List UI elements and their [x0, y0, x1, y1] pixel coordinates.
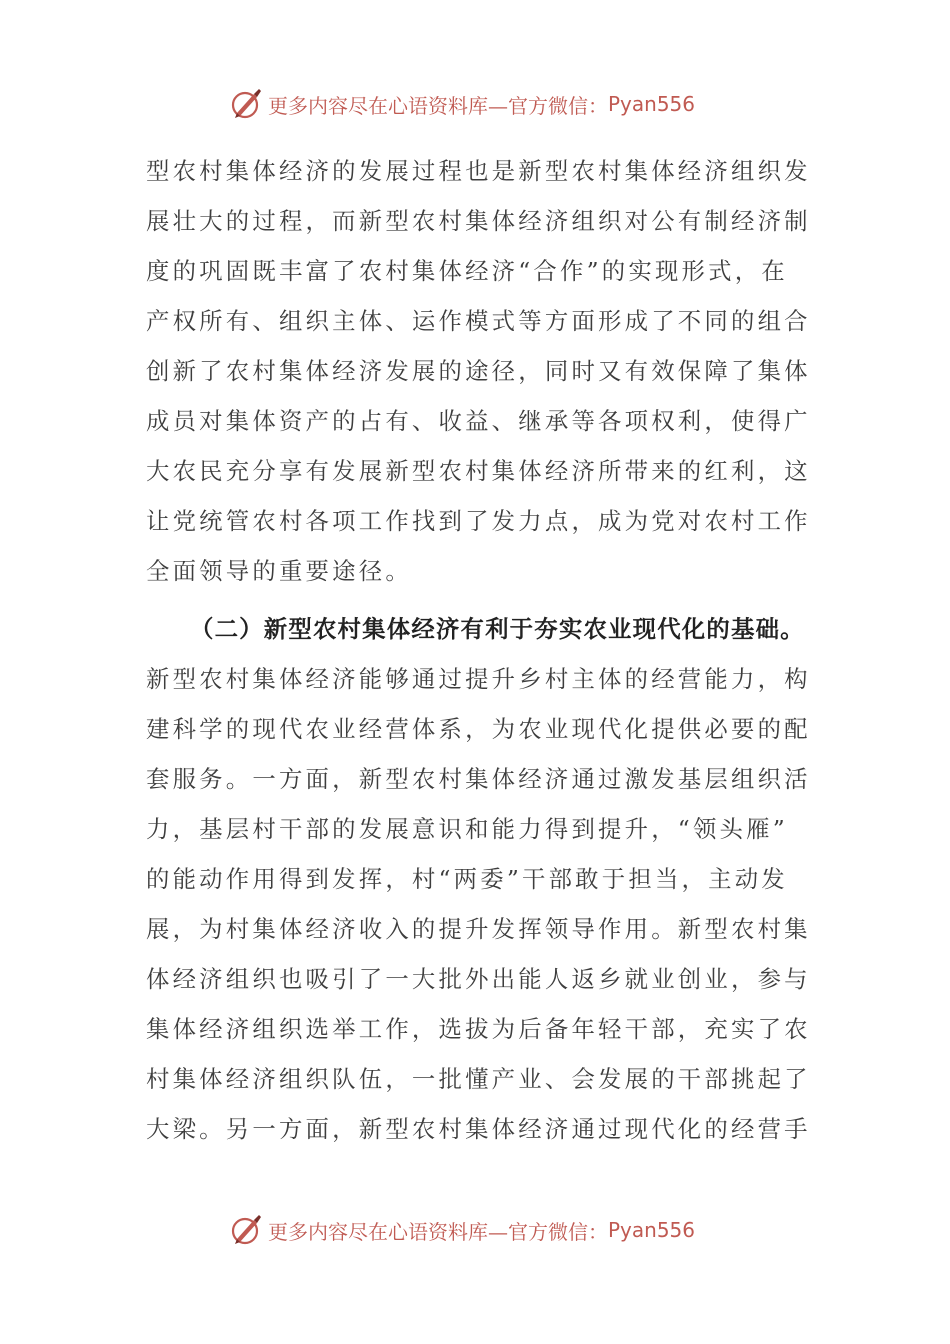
watermark-wechat-id: Pyan556 — [608, 92, 696, 116]
text-line: 型农村集体经济的发展过程也是新型农村集体经济组织发 — [146, 157, 811, 185]
text-line: 村集体经济组织队伍，一批懂产业、会发展的干部挑起了 — [146, 1065, 811, 1093]
text-line: 产权所有、组织主体、运作模式等方面形成了不同的组合 — [146, 307, 811, 335]
watermark-text: 更多内容尽在心语资料库—官方微信： — [268, 93, 608, 118]
watermark-text: 更多内容尽在心语资料库—官方微信： — [268, 1219, 608, 1244]
text-line: 展壮大的过程，而新型农村集体经济组织对公有制经济制 — [146, 207, 811, 235]
text-line: 集体经济组织选举工作，选拔为后备年轻干部，充实了农 — [146, 1015, 811, 1043]
text-line: 力，基层村干部的发展意识和能力得到提升，“领头雁” — [146, 815, 788, 843]
text-line: 展，为村集体经济收入的提升发挥领导作用。新型农村集 — [146, 915, 811, 943]
text-line: 全面领导的重要途径。 — [146, 557, 412, 585]
paragraph-2 — [146, 654, 811, 1154]
text-line: 度的巩固既丰富了农村集体经济“合作”的实现形式，在 — [146, 257, 788, 285]
watermark-wechat-id: Pyan556 — [608, 1218, 696, 1242]
text-line: 套服务。一方面，新型农村集体经济通过激发基层组织活 — [146, 765, 811, 793]
header-watermark — [228, 84, 695, 124]
text-line: 创新了农村集体经济发展的途径，同时又有效保障了集体 — [146, 357, 811, 385]
document-body — [146, 146, 811, 1154]
text-line: 建科学的现代农业经营体系，为农业现代化提供必要的配 — [146, 715, 811, 743]
text-line: 新型农村集体经济能够通过提升乡村主体的经营能力，构 — [146, 665, 811, 693]
text-line: 让党统管农村各项工作找到了发力点，成为党对农村工作 — [146, 507, 811, 535]
section-heading: （二）新型农村集体经济有利于夯实农业现代化的基础。 — [190, 615, 805, 643]
pen-logo-icon — [228, 86, 264, 122]
text-line: 体经济组织也吸引了一大批外出能人返乡就业创业，参与 — [146, 965, 811, 993]
text-line: 成员对集体资产的占有、收益、继承等各项权利，使得广 — [146, 407, 811, 435]
paragraph-1 — [146, 146, 811, 596]
text-line: 的能动作用得到发挥，村“两委”干部敢于担当，主动发 — [146, 865, 788, 893]
text-line: 大农民充分享有发展新型农村集体经济所带来的红利，这 — [146, 457, 811, 485]
pen-logo-icon — [228, 1212, 264, 1248]
footer-watermark — [228, 1210, 695, 1250]
text-line: 大梁。另一方面，新型农村集体经济通过现代化的经营手 — [146, 1115, 811, 1143]
